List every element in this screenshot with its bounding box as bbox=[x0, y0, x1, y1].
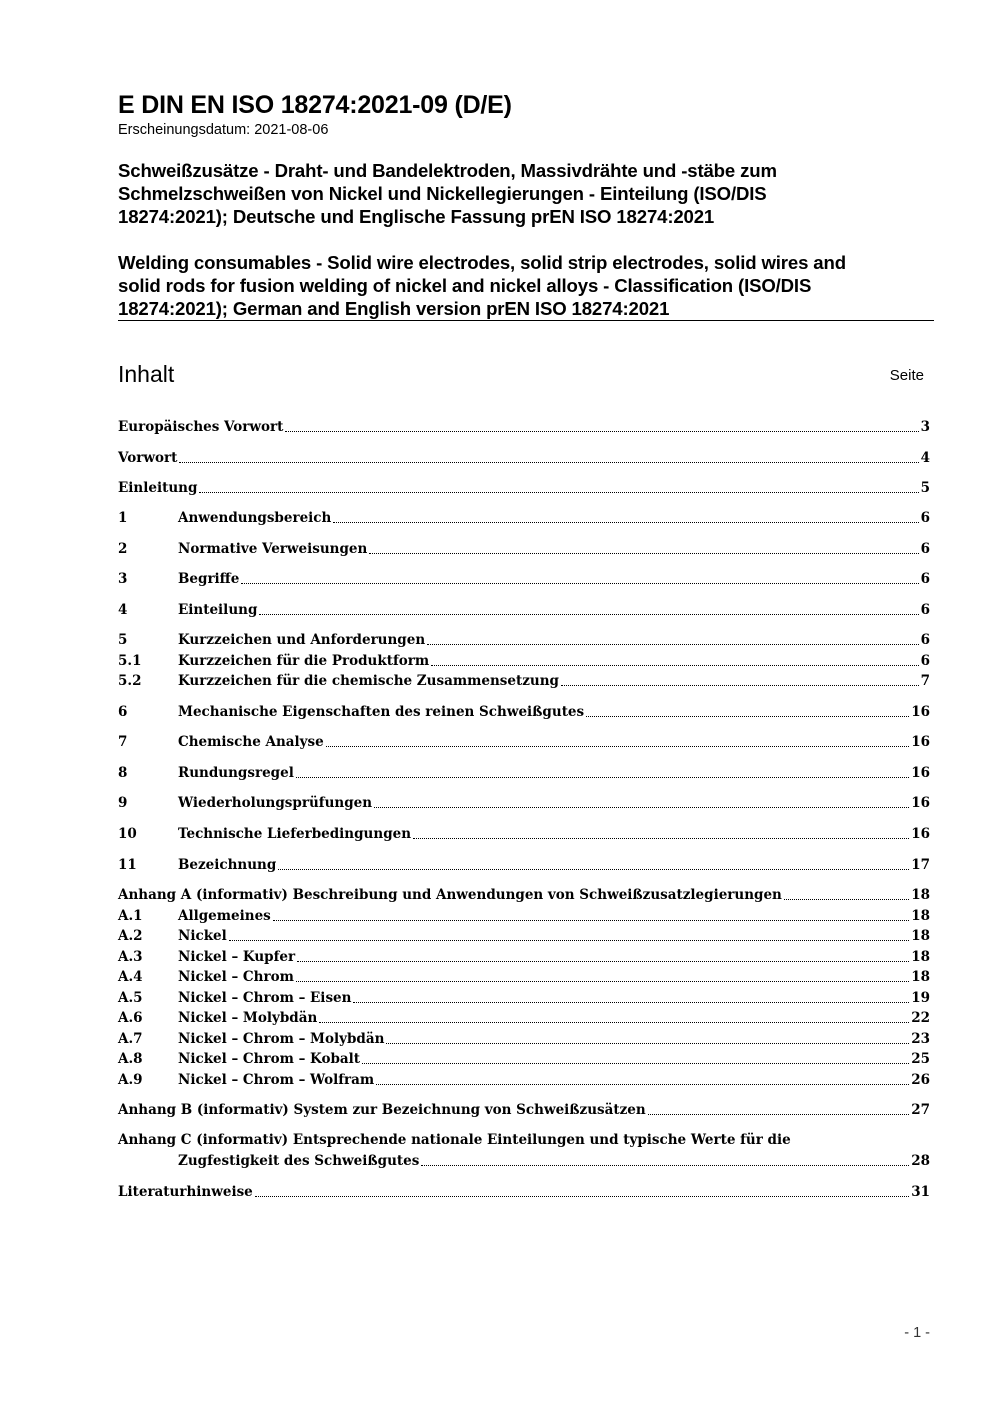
toc-entry-page: 16 bbox=[911, 795, 930, 811]
toc-entry[interactable] bbox=[118, 508, 930, 528]
toc-entry[interactable] bbox=[118, 448, 930, 468]
toc-dot-leader bbox=[296, 777, 909, 778]
toc-entry-title: Literaturhinweise bbox=[118, 1184, 253, 1200]
toc-dot-leader bbox=[376, 1084, 909, 1085]
toc-entry-title: Nickel – Chrom – Molybdän bbox=[178, 1031, 385, 1047]
toc-entry-title: Bezeichnung bbox=[178, 857, 277, 873]
toc-dot-leader bbox=[374, 807, 909, 808]
toc-entry-number: 10 bbox=[118, 826, 137, 842]
toc-entry[interactable] bbox=[118, 651, 930, 671]
toc-dot-leader bbox=[241, 583, 918, 584]
toc-entry-title: Begriffe bbox=[178, 571, 240, 587]
toc-entry-page: 6 bbox=[920, 653, 930, 669]
toc-entry-page: 27 bbox=[911, 1102, 930, 1118]
toc-entry-number: 5.2 bbox=[118, 673, 142, 689]
toc-entry-page: 7 bbox=[920, 673, 930, 689]
toc-entry-number: 8 bbox=[118, 765, 128, 781]
title-divider bbox=[118, 320, 934, 321]
toc-entry[interactable] bbox=[118, 1151, 930, 1171]
publication-date: Erscheinungsdatum: 2021-08-06 bbox=[118, 122, 329, 138]
toc-entry-title: Zugfestigkeit des Schweißgutes bbox=[178, 1153, 420, 1169]
german-title-line: 18274:2021); Deutsche und Englische Fassung prEN ISO 18274:2021 bbox=[118, 206, 715, 227]
toc-entry[interactable] bbox=[118, 569, 930, 589]
toc-entry-title: Nickel bbox=[178, 928, 227, 944]
toc-entry-title: Nickel – Kupfer bbox=[178, 949, 296, 965]
toc-entry-number: A.6 bbox=[118, 1010, 143, 1026]
toc-entry-page: 28 bbox=[911, 1153, 930, 1169]
toc-entry[interactable] bbox=[118, 947, 930, 967]
toc-entry-number: A.4 bbox=[118, 969, 143, 985]
toc-entry-title: Nickel – Molybdän bbox=[178, 1010, 318, 1026]
toc-dot-leader bbox=[431, 665, 918, 666]
toc-entry-page: 19 bbox=[911, 990, 930, 1006]
toc-entry-title: Technische Lieferbedingungen bbox=[178, 826, 412, 842]
toc-entry[interactable] bbox=[118, 926, 930, 946]
toc-entry[interactable] bbox=[118, 885, 930, 905]
toc-dot-leader bbox=[179, 462, 918, 463]
toc-dot-leader bbox=[413, 838, 909, 839]
toc-entry-title: Anhang B (informativ) System zur Bezeichnung von Schweißzusätzen bbox=[118, 1102, 646, 1118]
toc-entry-page: 18 bbox=[911, 928, 930, 944]
toc-entry-page: 18 bbox=[911, 949, 930, 965]
toc-entry-title: Vorwort bbox=[118, 450, 178, 466]
toc-entry-page: 6 bbox=[920, 632, 930, 648]
toc-entry-title: Anwendungsbereich bbox=[178, 510, 332, 526]
toc-entry[interactable] bbox=[118, 855, 930, 875]
toc-entry-title: Mechanische Eigenschaften des reinen Schweißgutes bbox=[178, 704, 585, 720]
toc-entry-number: A.7 bbox=[118, 1031, 143, 1047]
toc-dot-leader bbox=[326, 746, 910, 747]
toc-entry-number: 2 bbox=[118, 541, 128, 557]
toc-entry-page: 16 bbox=[911, 826, 930, 842]
toc-entry[interactable] bbox=[118, 906, 930, 926]
toc-dot-leader bbox=[278, 869, 909, 870]
document-title: E DIN EN ISO 18274:2021-09 (D/E) bbox=[118, 91, 512, 119]
page-number: - 1 - bbox=[904, 1325, 930, 1341]
toc-dot-leader bbox=[561, 685, 919, 686]
toc-entry-title: Nickel – Chrom – Wolfram bbox=[178, 1072, 375, 1088]
toc-dot-leader bbox=[273, 920, 909, 921]
toc-entry-number: 3 bbox=[118, 571, 128, 587]
toc-dot-leader bbox=[421, 1165, 909, 1166]
toc-entry-number: A.9 bbox=[118, 1072, 143, 1088]
toc-entry-title: Rundungsregel bbox=[178, 765, 294, 781]
toc-entry-page: 22 bbox=[911, 1010, 930, 1026]
toc-entry[interactable] bbox=[118, 793, 930, 813]
german-title-line: Schmelzschweißen von Nickel und Nickellegierungen - Einteilung (ISO/DIS bbox=[118, 183, 767, 204]
toc-entry[interactable] bbox=[118, 967, 930, 987]
toc-entry-title: Anhang A (informativ) Beschreibung und Anwendungen von Schweißzusatzlegierungen bbox=[118, 887, 782, 903]
toc-entry-number: A.3 bbox=[118, 949, 143, 965]
toc-entry[interactable] bbox=[118, 824, 930, 844]
toc-entry-title: Normative Verweisungen bbox=[178, 541, 368, 557]
toc-dot-leader bbox=[648, 1114, 910, 1115]
toc-dot-leader bbox=[427, 644, 918, 645]
toc-entry-page: 25 bbox=[911, 1051, 930, 1067]
toc-entry-page: 6 bbox=[920, 510, 930, 526]
toc-dot-leader bbox=[296, 981, 909, 982]
toc-entry-page: 18 bbox=[911, 969, 930, 985]
toc-entry[interactable] bbox=[118, 1029, 930, 1049]
toc-entry[interactable] bbox=[118, 1070, 930, 1090]
toc-entry-title: Kurzzeichen für die chemische Zusammensetzung bbox=[178, 673, 559, 689]
toc-entry-page: 16 bbox=[911, 765, 930, 781]
toc-entry-number: 1 bbox=[118, 510, 128, 526]
toc-dot-leader bbox=[369, 553, 918, 554]
toc-entry-page: 26 bbox=[911, 1072, 930, 1088]
toc-dot-leader bbox=[259, 614, 918, 615]
toc-entry-page: 16 bbox=[911, 704, 930, 720]
toc-entry-page: 6 bbox=[920, 571, 930, 587]
toc-entry-title: Kurzzeichen für die Produktform bbox=[178, 653, 430, 669]
toc-entry-title: Nickel – Chrom – Eisen bbox=[178, 990, 352, 1006]
toc-entry[interactable] bbox=[118, 1100, 930, 1120]
toc-entry-number: A.2 bbox=[118, 928, 143, 944]
english-title bbox=[118, 251, 934, 320]
toc-entry[interactable] bbox=[118, 600, 930, 620]
toc-dot-leader bbox=[784, 899, 909, 900]
english-title-line: Welding consumables - Solid wire electrodes, solid strip electrodes, solid wires and bbox=[118, 252, 846, 273]
toc-entry[interactable] bbox=[118, 630, 930, 650]
toc-entry-page: 17 bbox=[911, 857, 930, 873]
toc-dot-leader bbox=[362, 1063, 909, 1064]
toc-dot-leader bbox=[199, 492, 918, 493]
toc-entry[interactable] bbox=[118, 702, 930, 722]
toc-entry-first-line[interactable]: Anhang C (informativ) Entsprechende nationale Einteilungen und typische Werte für die bbox=[118, 1132, 791, 1148]
toc-entry[interactable] bbox=[118, 417, 930, 437]
german-title-line: Schweißzusätze - Draht- und Bandelektroden, Massivdrähte und -stäbe zum bbox=[118, 160, 777, 181]
toc-page-label: Seite bbox=[889, 367, 924, 384]
toc-dot-leader bbox=[285, 431, 918, 432]
toc-entry-number: A.1 bbox=[118, 908, 143, 924]
toc-entry-page: 23 bbox=[911, 1031, 930, 1047]
toc-entry-title: Wiederholungsprüfungen bbox=[178, 795, 373, 811]
toc-entry-page: 16 bbox=[911, 734, 930, 750]
toc-dot-leader bbox=[333, 522, 918, 523]
toc-entry-number: 9 bbox=[118, 795, 128, 811]
toc-entry[interactable] bbox=[118, 478, 930, 498]
toc-entry-title: Einleitung bbox=[118, 480, 198, 496]
toc-dot-leader bbox=[353, 1002, 909, 1003]
toc-entry-number: A.8 bbox=[118, 1051, 143, 1067]
toc-entry-page: 31 bbox=[911, 1184, 930, 1200]
toc-entry-number: 5 bbox=[118, 632, 128, 648]
toc-entry[interactable] bbox=[118, 539, 930, 559]
toc-entry-page: 4 bbox=[920, 450, 930, 466]
toc-entry[interactable] bbox=[118, 732, 930, 752]
toc-heading: Inhalt bbox=[118, 361, 175, 387]
toc-entry-page: 3 bbox=[920, 419, 930, 435]
toc-dot-leader bbox=[229, 940, 909, 941]
toc-entry-title: Kurzzeichen und Anforderungen bbox=[178, 632, 426, 648]
toc-entry-page: 5 bbox=[920, 480, 930, 496]
toc-entry[interactable] bbox=[118, 1182, 930, 1202]
toc-entry-number: 4 bbox=[118, 602, 128, 618]
toc-entry[interactable] bbox=[118, 1049, 930, 1069]
english-title-line: 18274:2021); German and English version prEN ISO 18274:2021 bbox=[118, 298, 670, 319]
toc-entry-title: Nickel – Chrom bbox=[178, 969, 294, 985]
toc-entry-number: 11 bbox=[118, 857, 137, 873]
toc-dot-leader bbox=[319, 1022, 909, 1023]
toc-entry-number: 7 bbox=[118, 734, 128, 750]
toc-entry-page: 6 bbox=[920, 602, 930, 618]
toc-entry-page: 6 bbox=[920, 541, 930, 557]
toc-dot-leader bbox=[255, 1196, 909, 1197]
toc-entry[interactable] bbox=[118, 1008, 930, 1028]
toc-entry[interactable] bbox=[118, 763, 930, 783]
toc-entry-page: 18 bbox=[911, 908, 930, 924]
german-title bbox=[118, 159, 934, 228]
toc-entry-title: Nickel – Chrom – Kobalt bbox=[178, 1051, 361, 1067]
english-title-line: solid rods for fusion welding of nickel and nickel alloys - Classification (ISO/DIS bbox=[118, 275, 812, 296]
toc-entry-number: 5.1 bbox=[118, 653, 142, 669]
toc-entry-page: 18 bbox=[911, 887, 930, 903]
toc-entry-number: 6 bbox=[118, 704, 128, 720]
toc-dot-leader bbox=[297, 961, 909, 962]
toc-entry-title: Einteilung bbox=[178, 602, 258, 618]
toc-entry-title: Europäisches Vorwort bbox=[118, 419, 284, 435]
toc-entry-title: Chemische Analyse bbox=[178, 734, 324, 750]
toc-entry[interactable] bbox=[118, 671, 930, 691]
toc-entry-number: A.5 bbox=[118, 990, 143, 1006]
toc-dot-leader bbox=[386, 1043, 909, 1044]
toc-entry-title: Allgemeines bbox=[178, 908, 271, 924]
toc-entry[interactable] bbox=[118, 988, 930, 1008]
toc-dot-leader bbox=[586, 716, 909, 717]
